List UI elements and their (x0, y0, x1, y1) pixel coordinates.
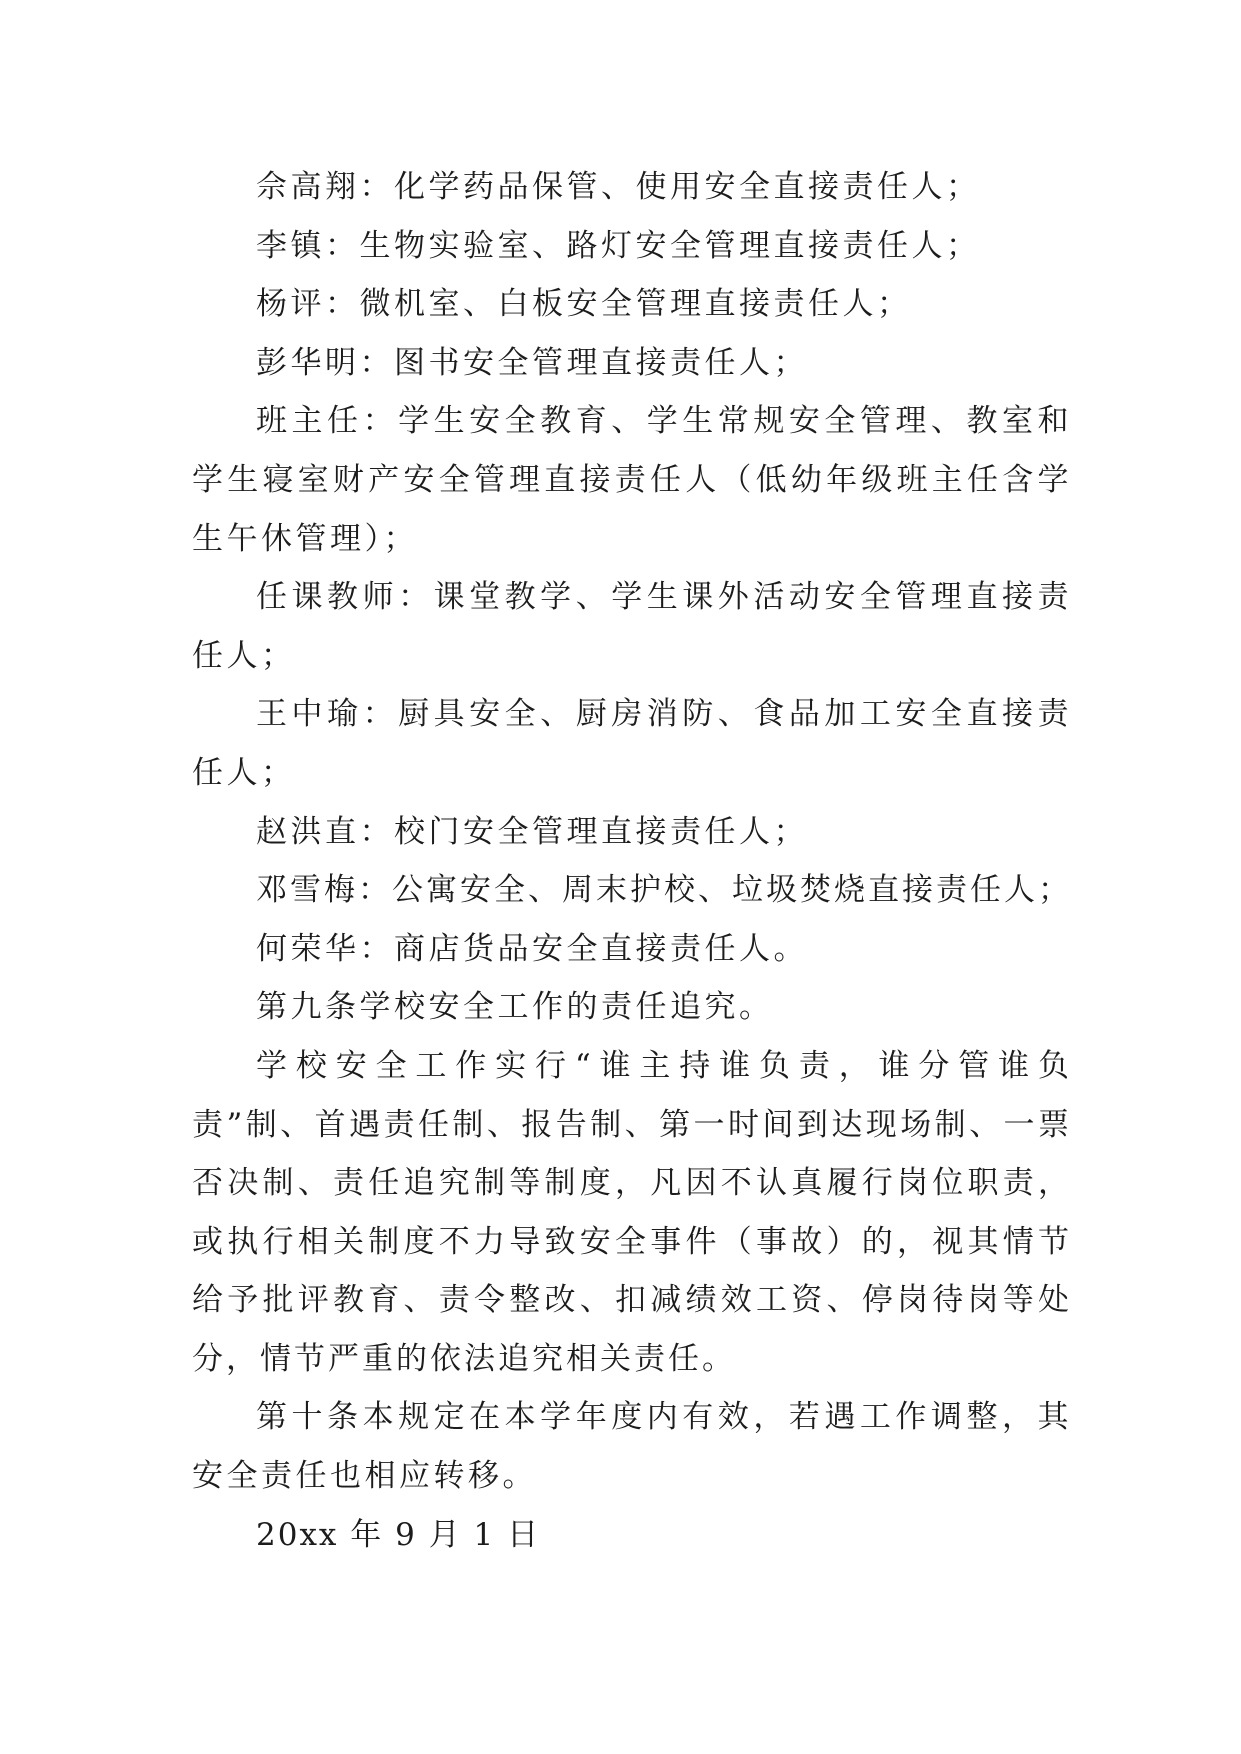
paragraph-zhao-hongzhi: 赵洪直：校门安全管理直接责任人； (256, 813, 808, 850)
article-nine-heading: 第九条学校安全工作的责任追究。 (256, 989, 774, 1026)
paragraph-she-gaoxiang: 佘高翔：化学药品保管、使用安全直接责任人； (256, 169, 981, 205)
article-nine-body: 学校安全工作实行“谁主持谁负责，谁分管谁负责”制、首遇责任制、报告制、第一时间到达现场制、一票否决制、责任追究制等制度，凡因不认真履行岗位职责，或执行相关制度不力导致安全事件（事故）的，视其情节给予批评教育、责令整改、扣减绩效工资、停岗待岗等处分，情节严重的依法追究相关责任。 (192, 1047, 1072, 1377)
paragraph-deng-xuemei: 邓雪梅：公寓安全、周末护校、垃圾焚烧直接责任人； (256, 872, 1072, 909)
paragraph-peng-huaming: 彭华明：图书安全管理直接责任人； (256, 344, 808, 381)
paragraph-he-ronghua: 何荣华：商店货品安全直接责任人。 (256, 930, 808, 967)
document-date: 20xx 年 9 月 1 日 (256, 1516, 541, 1553)
paragraph-class-teacher: 班主任：学生安全教育、学生常规安全管理、教室和学生寝室财产安全管理直接责任人（低幼年级班主任含学生午休管理）； (192, 403, 1072, 557)
article-ten-body: 第十条本规定在本学年度内有效，若遇工作调整，其安全责任也相应转移。 (192, 1399, 1072, 1495)
paragraph-li-zhen: 李镇：生物实验室、路灯安全管理直接责任人； (256, 227, 981, 264)
document-body (192, 158, 1072, 1564)
paragraph-yang-ping: 杨评：微机室、白板安全管理直接责任人； (256, 286, 912, 323)
paragraph-wang-zhongyu: 王中瑜：厨具安全、厨房消防、食品加工安全直接责任人； (192, 696, 1072, 791)
paragraph-subject-teacher: 任课教师：课堂教学、学生课外活动安全管理直接责任人； (192, 579, 1072, 674)
